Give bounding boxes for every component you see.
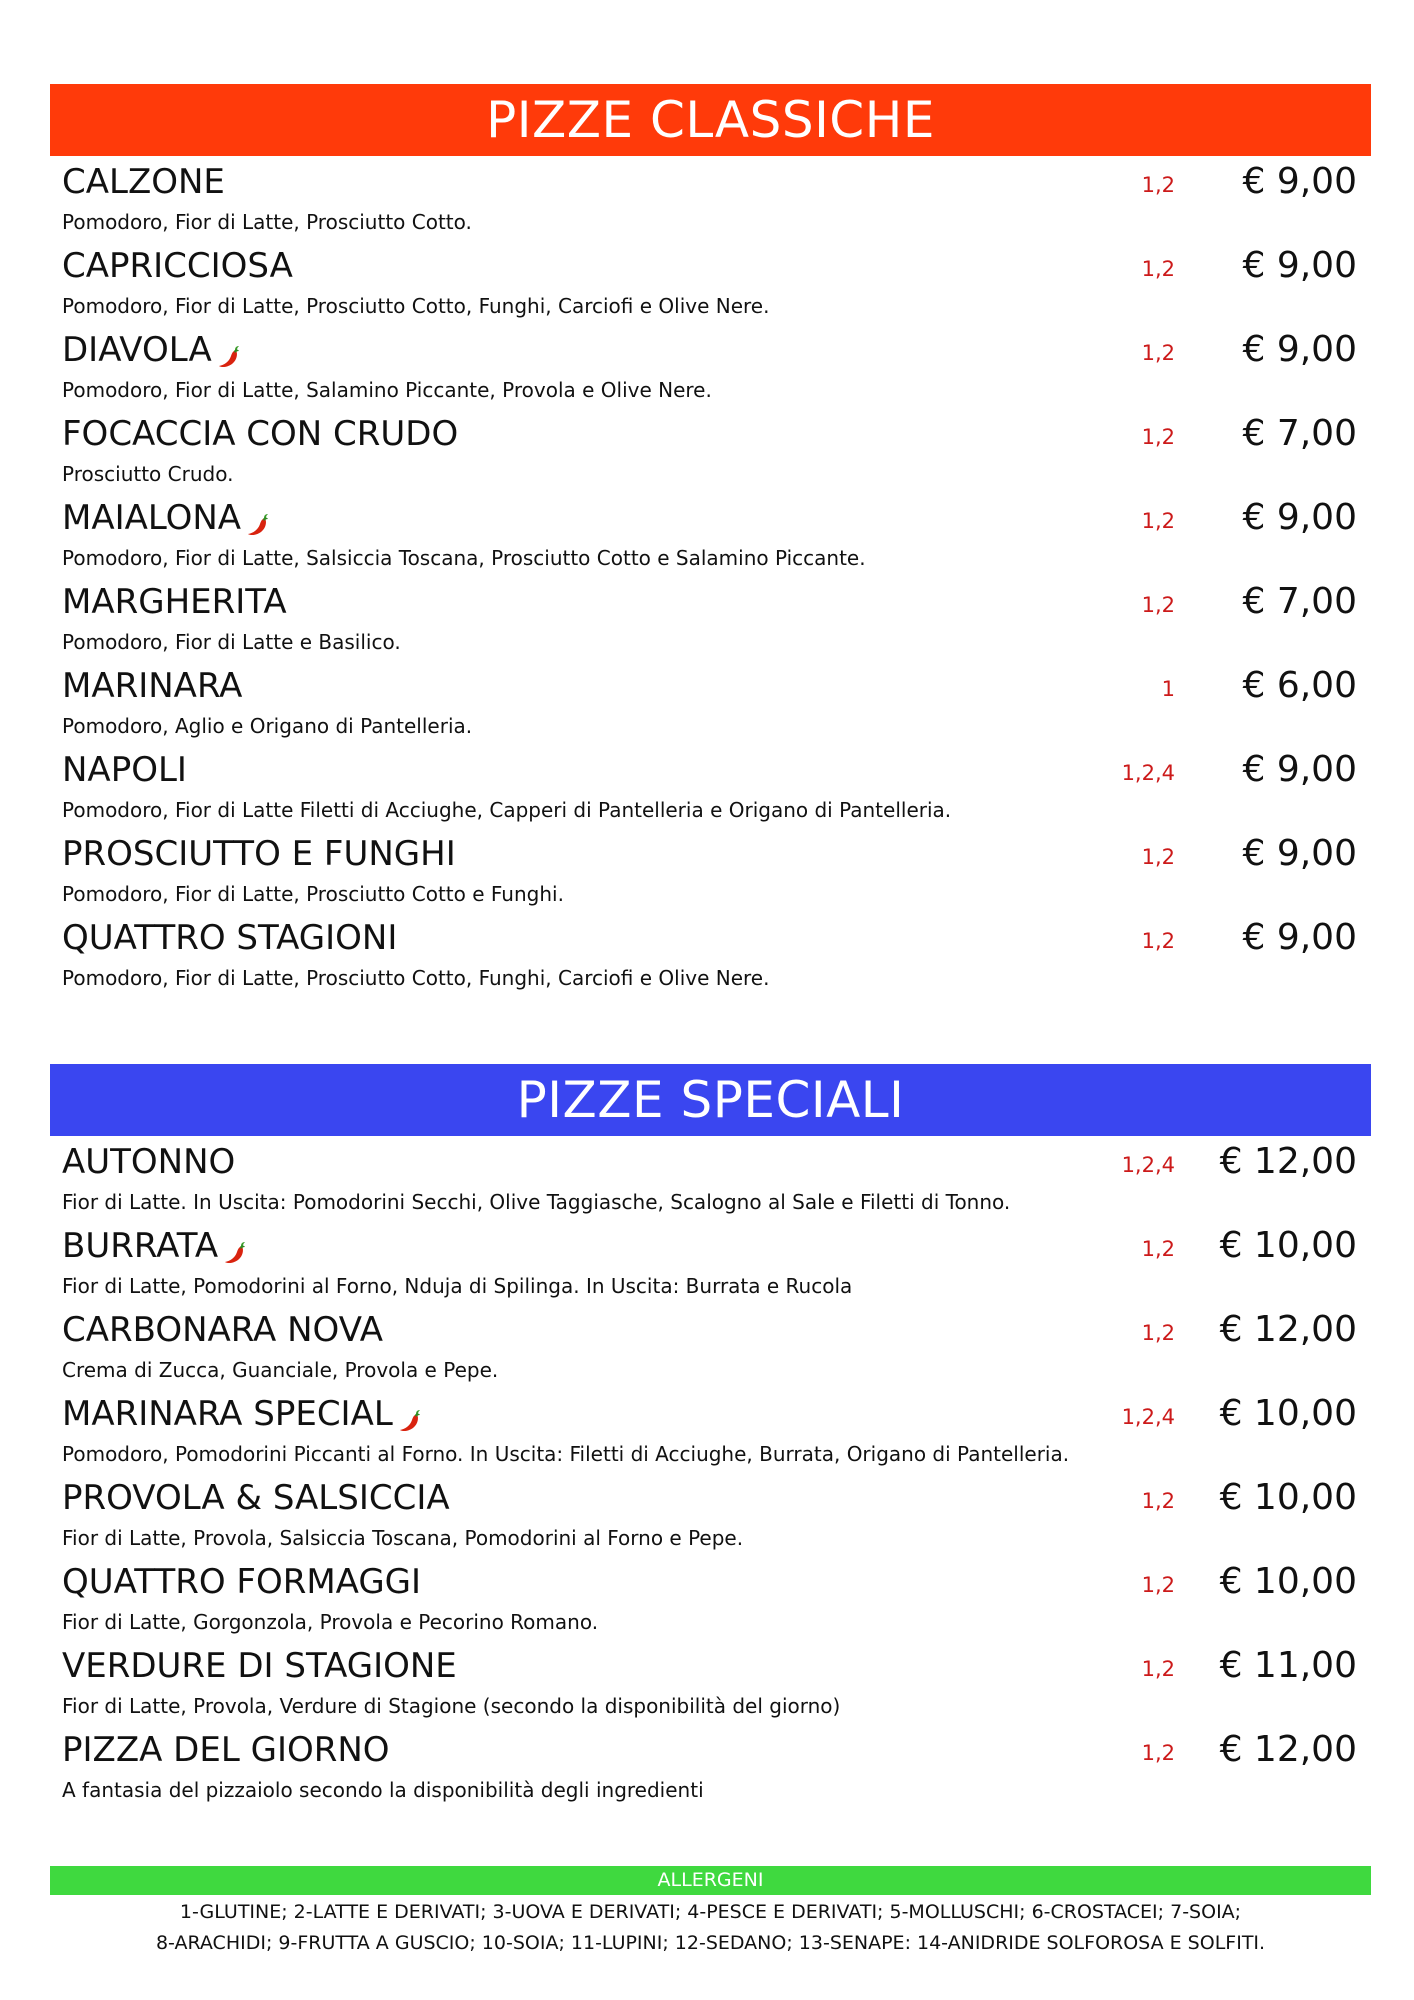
item-allergens: 1,2,4 [1121, 1405, 1175, 1429]
item-allergens: 1,2 [1141, 1657, 1175, 1681]
item-name-text: QUATTRO STAGIONI [62, 918, 398, 958]
item-name [62, 328, 242, 372]
item-name-text: BURRATA [62, 1226, 219, 1266]
menu-list-speciali [50, 1136, 1371, 1808]
item-name-text: PIZZA DEL GIORNO [62, 1730, 390, 1770]
menu-item [50, 576, 1371, 660]
item-name-text: MAIALONA [62, 498, 242, 538]
item-price: € 10,00 [1219, 1561, 1357, 1602]
item-price: € 9,00 [1242, 497, 1357, 538]
menu-item [50, 1220, 1371, 1304]
item-description: Fior di Latte, Provola, Salsiccia Toscana, Pomodorini al Forno e Pepe. [62, 1526, 744, 1550]
allergen-header: ALLERGENI [50, 1866, 1371, 1895]
item-price: € 10,00 [1219, 1393, 1357, 1434]
item-price: € 12,00 [1219, 1729, 1357, 1770]
item-description: Pomodoro, Fior di Latte, Prosciutto Cotto. [62, 210, 472, 234]
item-name [62, 1140, 235, 1184]
item-price: € 10,00 [1219, 1225, 1357, 1266]
allergen-legend-line-2: 8-ARACHIDI; 9-FRUTTA A GUSCIO; 10-SOIA; 11-LUPINI; 12-SEDANO; 13-SENAPE: 14-ANIDRIDE SOLFOROSA E SOLFITI. [155, 1932, 1266, 1954]
menu-item [50, 1640, 1371, 1724]
item-name-text: AUTONNO [62, 1142, 236, 1182]
item-allergens: 1,2 [1141, 1573, 1175, 1597]
menu-item [50, 1472, 1371, 1556]
item-allergens: 1,2 [1141, 845, 1175, 869]
item-name [62, 748, 187, 792]
item-name-text: PROVOLA & SALSICCIA [62, 1478, 450, 1518]
item-price: € 9,00 [1242, 833, 1357, 874]
item-allergens: 1 [1161, 677, 1175, 701]
item-description: Fior di Latte, Pomodorini al Forno, Nduja di Spilinga. In Uscita: Burrata e Rucola [62, 1274, 853, 1298]
menu-item [50, 1724, 1371, 1808]
item-name [62, 664, 242, 708]
item-allergens: 1,2 [1141, 1321, 1175, 1345]
item-allergens: 1,2 [1141, 509, 1175, 533]
menu-item [50, 408, 1371, 492]
item-allergens: 1,2 [1141, 1489, 1175, 1513]
item-name [62, 1560, 421, 1604]
menu-item [50, 1304, 1371, 1388]
item-allergens: 1,2 [1141, 341, 1175, 365]
item-description: Pomodoro, Fior di Latte, Prosciutto Cotto, Funghi, Carciofi e Olive Nere. [62, 966, 770, 990]
item-description: Pomodoro, Fior di Latte, Salamino Piccante, Provola e Olive Nere. [62, 378, 712, 402]
menu-item [50, 492, 1371, 576]
item-name-text: CAPRICCIOSA [62, 246, 293, 286]
item-name-text: VERDURE DI STAGIONE [62, 1646, 457, 1686]
chili-pepper-icon [245, 505, 271, 531]
item-description: Fior di Latte, Provola, Verdure di Stagione (secondo la disponibilità del giorno) [62, 1694, 841, 1718]
menu-list-classiche [50, 156, 1371, 996]
item-price: € 11,00 [1219, 1645, 1357, 1686]
item-price: € 10,00 [1219, 1477, 1357, 1518]
item-allergens: 1,2 [1141, 425, 1175, 449]
item-description: Fior di Latte. In Uscita: Pomodorini Secchi, Olive Taggiasche, Scalogno al Sale e Filetti di Tonno. [62, 1190, 1011, 1214]
chili-pepper-icon [222, 1233, 248, 1259]
section-header-classiche: PIZZE CLASSICHE [50, 84, 1371, 156]
allergen-legend-line-1: 1-GLUTINE; 2-LATTE E DERIVATI; 3-UOVA E DERIVATI; 4-PESCE E DERIVATI; 5-MOLLUSCHI; 6-CROSTACEI; 7-SOIA; [179, 1901, 1242, 1923]
item-name [62, 580, 287, 624]
item-price: € 9,00 [1242, 749, 1357, 790]
item-name-text: CARBONARA NOVA [62, 1310, 384, 1350]
item-price: € 9,00 [1242, 917, 1357, 958]
item-description: Pomodoro, Pomodorini Piccanti al Forno. In Uscita: Filetti di Acciughe, Burrata, Origano di Pantelleria. [62, 1442, 1070, 1466]
item-allergens: 1,2 [1141, 173, 1175, 197]
chili-pepper-icon [397, 1401, 423, 1427]
item-name-text: PROSCIUTTO E FUNGHI [62, 834, 456, 874]
item-price: € 12,00 [1219, 1309, 1357, 1350]
item-name [62, 244, 293, 288]
item-name-text: MARINARA SPECIAL [62, 1394, 393, 1434]
menu-item [50, 1556, 1371, 1640]
item-name [62, 160, 225, 204]
item-allergens: 1,2 [1141, 1237, 1175, 1261]
item-allergens: 1,2 [1141, 1741, 1175, 1765]
item-name [62, 832, 456, 876]
item-description: Pomodoro, Fior di Latte, Salsiccia Toscana, Prosciutto Cotto e Salamino Piccante. [62, 546, 866, 570]
item-name-text: NAPOLI [62, 750, 187, 790]
item-description: A fantasia del pizzaiolo secondo la disponibilità degli ingredienti [62, 1778, 704, 1802]
item-allergens: 1,2 [1141, 929, 1175, 953]
item-description: Pomodoro, Fior di Latte e Basilico. [62, 630, 401, 654]
item-name [62, 916, 397, 960]
item-name-text: DIAVOLA [62, 330, 212, 370]
menu-item [50, 744, 1371, 828]
item-description: Crema di Zucca, Guanciale, Provola e Pepe. [62, 1358, 499, 1382]
item-name [62, 1728, 390, 1772]
allergen-legend [50, 1897, 1371, 1959]
item-price: € 9,00 [1242, 161, 1357, 202]
item-description: Pomodoro, Fior di Latte Filetti di Acciughe, Capperi di Pantelleria e Origano di Pantelleria. [62, 798, 952, 822]
item-allergens: 1,2,4 [1121, 761, 1175, 785]
item-name [62, 496, 271, 540]
item-price: € 9,00 [1242, 329, 1357, 370]
item-name [62, 1392, 423, 1436]
menu-item [50, 1388, 1371, 1472]
item-name [62, 1476, 450, 1520]
item-price: € 9,00 [1242, 245, 1357, 286]
menu-item [50, 156, 1371, 240]
item-description: Pomodoro, Fior di Latte, Prosciutto Cotto, Funghi, Carciofi e Olive Nere. [62, 294, 770, 318]
item-name-text: QUATTRO FORMAGGI [62, 1562, 422, 1602]
item-name-text: FOCACCIA CON CRUDO [62, 414, 459, 454]
item-name [62, 1644, 457, 1688]
item-description: Prosciutto Crudo. [62, 462, 234, 486]
item-description: Pomodoro, Aglio e Origano di Pantelleria. [62, 714, 473, 738]
item-name [62, 1224, 248, 1268]
item-description: Fior di Latte, Gorgonzola, Provola e Pecorino Romano. [62, 1610, 599, 1634]
item-price: € 12,00 [1219, 1141, 1357, 1182]
chili-pepper-icon [216, 337, 242, 363]
item-allergens: 1,2 [1141, 257, 1175, 281]
item-price: € 7,00 [1242, 413, 1357, 454]
item-name-text: CALZONE [62, 162, 225, 202]
item-allergens: 1,2 [1141, 593, 1175, 617]
item-name-text: MARGHERITA [62, 582, 287, 622]
item-name [62, 1308, 383, 1352]
item-name-text: MARINARA [62, 666, 243, 706]
item-name [62, 412, 458, 456]
item-allergens: 1,2,4 [1121, 1153, 1175, 1177]
item-description: Pomodoro, Fior di Latte, Prosciutto Cotto e Funghi. [62, 882, 564, 906]
menu-item [50, 660, 1371, 744]
menu-item [50, 912, 1371, 996]
item-price: € 7,00 [1242, 581, 1357, 622]
menu-item [50, 1136, 1371, 1220]
menu-item [50, 828, 1371, 912]
item-price: € 6,00 [1242, 665, 1357, 706]
section-header-speciali: PIZZE SPECIALI [50, 1064, 1371, 1136]
menu-item [50, 324, 1371, 408]
menu-item [50, 240, 1371, 324]
